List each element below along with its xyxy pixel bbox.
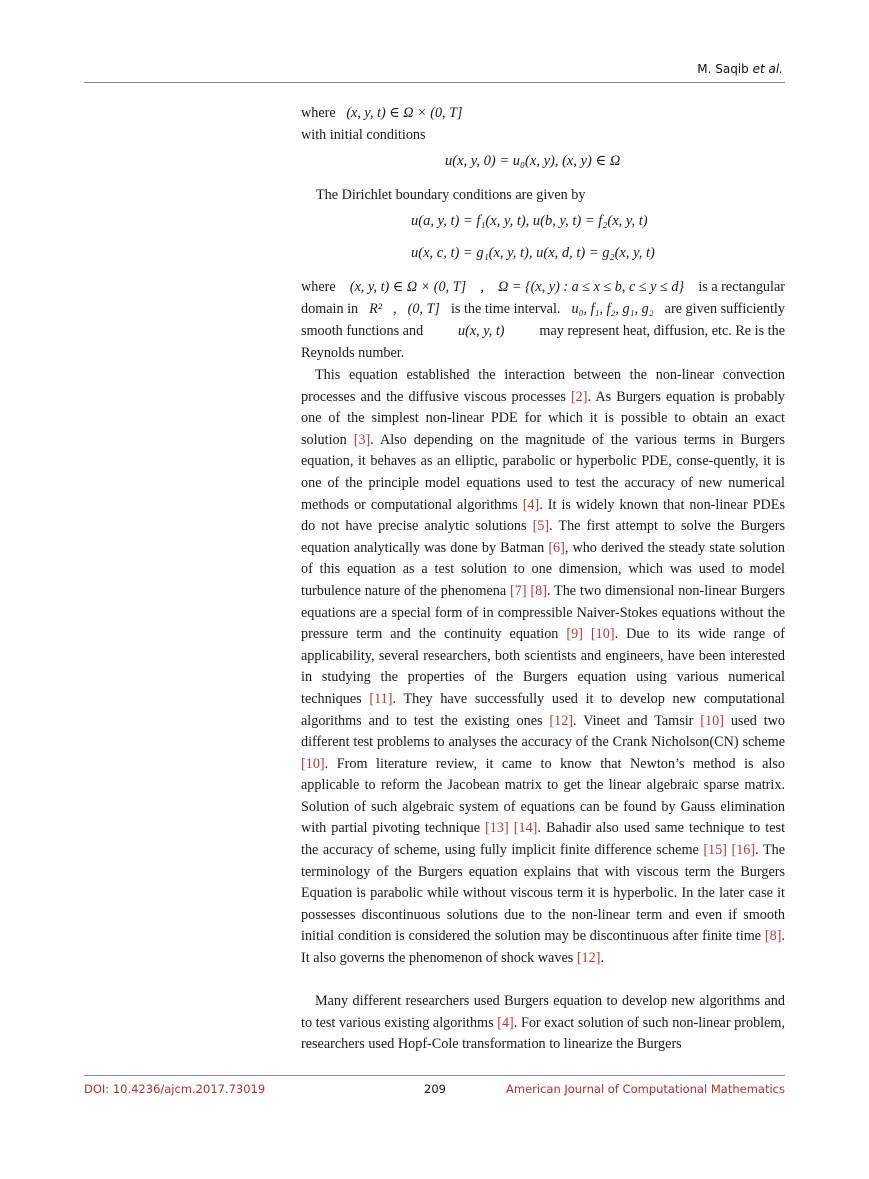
where-para-line-2	[301, 301, 785, 318]
paragraph-text: . Bahadir also used same technique to test the accuracy of scheme, using fully implicit finite difference scheme	[301, 820, 786, 859]
where-line	[301, 105, 463, 122]
domain-expression: (x, y, t) ∈ Ω × (0, T]	[346, 105, 463, 121]
where-para-text-1: is a rectangular	[698, 279, 785, 295]
citation-link[interactable]: [12]	[549, 712, 574, 729]
boundary-conditions-intro: The Dirichlet boundary conditions are given by	[316, 187, 586, 203]
where-word: where	[301, 105, 336, 121]
where-para-text-6: may represent heat, diffusion, etc. Re is the	[539, 323, 785, 339]
paragraph-text: . Due to its wide range of applicability, several researchers, both scientists and engineers, have been interested in studying the properties of the Burgers equation using various numerical techniques	[301, 626, 785, 707]
body-paragraph-1-container	[301, 365, 785, 970]
footer-doi-link[interactable]: DOI: 10.4236/ajcm.2017.73019	[84, 1082, 266, 1096]
citation-link[interactable]: [15]	[703, 842, 727, 859]
body-paragraph-2-container	[301, 991, 785, 1056]
time-domain-expression: (x, y, t) ∈ Ω × (0, T]	[349, 279, 467, 295]
citation-link[interactable]: [8]	[764, 928, 782, 945]
footer-journal-link[interactable]: American Journal of Computational Mathematics	[506, 1082, 785, 1096]
citation-link[interactable]: [6]	[548, 539, 565, 556]
citation-link[interactable]: [3]	[353, 431, 371, 448]
citation-link[interactable]: [10]	[301, 755, 325, 772]
paragraph-text: Many different researchers used Burgers equation to develop new algorithms and to test various existing algorithms	[301, 993, 785, 1031]
footer-rule	[84, 1075, 785, 1076]
paragraph-text: . The terminology of the Burgers equation explains that with viscous term the Burgers Equation is parabolic while without viscous term it is hyperbolic. In the later case it possesses discontinuous solutions due to the non-linear term and even if smooth initial condition is considered the solution may be discontinuous after finite time	[301, 842, 785, 945]
paragraph-text: . They have successfully used it to develop new computational algorithms and to test the existing ones	[301, 690, 786, 729]
header-author: M. Saqib	[697, 62, 749, 76]
paragraph-text: .	[600, 950, 604, 967]
given-functions: u₀, f₁, f₂, g₁, g₂	[571, 301, 654, 317]
where-para-line-4: Reynolds number.	[301, 345, 405, 361]
paragraph-text: . It also governs the phenomenon of shock waves	[301, 928, 785, 967]
r2-symbol: R²	[369, 301, 383, 317]
u-function: u(x, y, t)	[458, 323, 505, 339]
time-interval: (0, T]	[407, 301, 440, 317]
paragraph-text: . The first attempt to solve the Burgers equation analytically was done by Batman	[301, 518, 785, 556]
citation-link[interactable]: [7]	[510, 582, 527, 599]
header-rule	[84, 82, 785, 83]
paragraph-text: used two different test problems to analyses the accuracy of the Crank Nicholson(CN) scheme	[301, 712, 786, 751]
citation-link[interactable]: [13]	[485, 820, 509, 837]
where-para-comma: ,	[480, 279, 484, 295]
where-para-text-4: are given sufficiently	[664, 301, 785, 317]
paragraph-text: . For exact solution of such non-linear problem, researchers used Hopf-Cole transformation to linearize the Burgers	[301, 1014, 785, 1053]
where-para-line-1	[301, 279, 785, 296]
paragraph-text: . From literature review, it came to know that Newton’s method is also applicable to reform the Jacobean matrix to get the linear algebraic sparse matrix. Solution of such algebraic system of equations can be found by Gauss elimination with partial pivoting technique	[301, 755, 785, 837]
paragraph-text: , who derived the steady state solution of this equation as a test solution to one dimension, which was used to model turbulence nature of the phenomena	[301, 539, 785, 599]
where-para-text-5: smooth functions and	[301, 323, 424, 339]
where-para-word: where	[301, 279, 336, 295]
citation-link[interactable]: [16]	[731, 842, 756, 859]
paragraph-text: . As Burgers equation is probably one of the simplest non-linear PDE for which it is possible to obtain an exact solution	[301, 388, 785, 448]
running-header	[0, 62, 783, 76]
body-paragraph-1	[301, 365, 785, 970]
where-para-comma-2: ,	[393, 301, 397, 317]
citation-link[interactable]: [14]	[513, 820, 538, 837]
paragraph-text: . Vineet and Tamsir	[573, 712, 701, 729]
citation-link[interactable]: [12]	[576, 950, 601, 967]
paragraph-text	[583, 626, 591, 642]
citation-link[interactable]: [10]	[700, 712, 724, 729]
paragraph-text: . It is widely known that non-linear PDEs do not have precise analytic solutions	[301, 496, 785, 535]
citation-link[interactable]: [9]	[566, 626, 583, 643]
initial-condition-equation: u(x, y, 0) = u₀(x, y), (x, y) ∈ Ω	[445, 153, 621, 169]
where-para-text-3: is the time interval.	[450, 301, 561, 317]
citation-link[interactable]: [4]	[497, 1014, 514, 1031]
citation-link[interactable]: [2]	[570, 388, 588, 405]
initial-conditions-intro: with initial conditions	[301, 127, 426, 143]
header-etal: et al.	[752, 62, 783, 76]
paragraph-text: This equation established the interaction between the non-linear convection processes and the diffusive viscous processes	[301, 367, 785, 405]
citation-link[interactable]: [8]	[530, 582, 547, 599]
citation-link[interactable]: [10]	[590, 626, 615, 643]
omega-definition: Ω = {(x, y) : a ≤ x ≤ b, c ≤ y ≤ d}	[498, 279, 685, 295]
footer-page-number: 209	[424, 1082, 446, 1096]
where-para-line-3	[301, 323, 785, 340]
boundary-equation-1: u(a, y, t) = f₁(x, y, t), u(b, y, t) = f₂(x, y, t)	[411, 213, 648, 229]
paragraph-text: . Also depending on the magnitude of the various terms in Burgers equation, it behaves as an elliptic, parabolic or hyperbolic PDE, conse-quently, it is one of the principle model equations used to test the accuracy of new numerical methods or computational algorithms	[301, 431, 785, 513]
paragraph-text: . The two dimensional non-linear Burgers equations are a special form of in compressible Naiver-Stokes equations without the pressure term and the continuity equation	[301, 582, 785, 643]
body-paragraph-2	[301, 991, 785, 1056]
boundary-equation-2: u(x, c, t) = g₁(x, y, t), u(x, d, t) = g₂(x, y, t)	[411, 245, 655, 261]
citation-link[interactable]: [11]	[369, 690, 393, 707]
citation-link[interactable]: [4]	[522, 496, 540, 513]
citation-link[interactable]: [5]	[532, 518, 550, 535]
where-para-text-2: domain in	[301, 301, 359, 317]
